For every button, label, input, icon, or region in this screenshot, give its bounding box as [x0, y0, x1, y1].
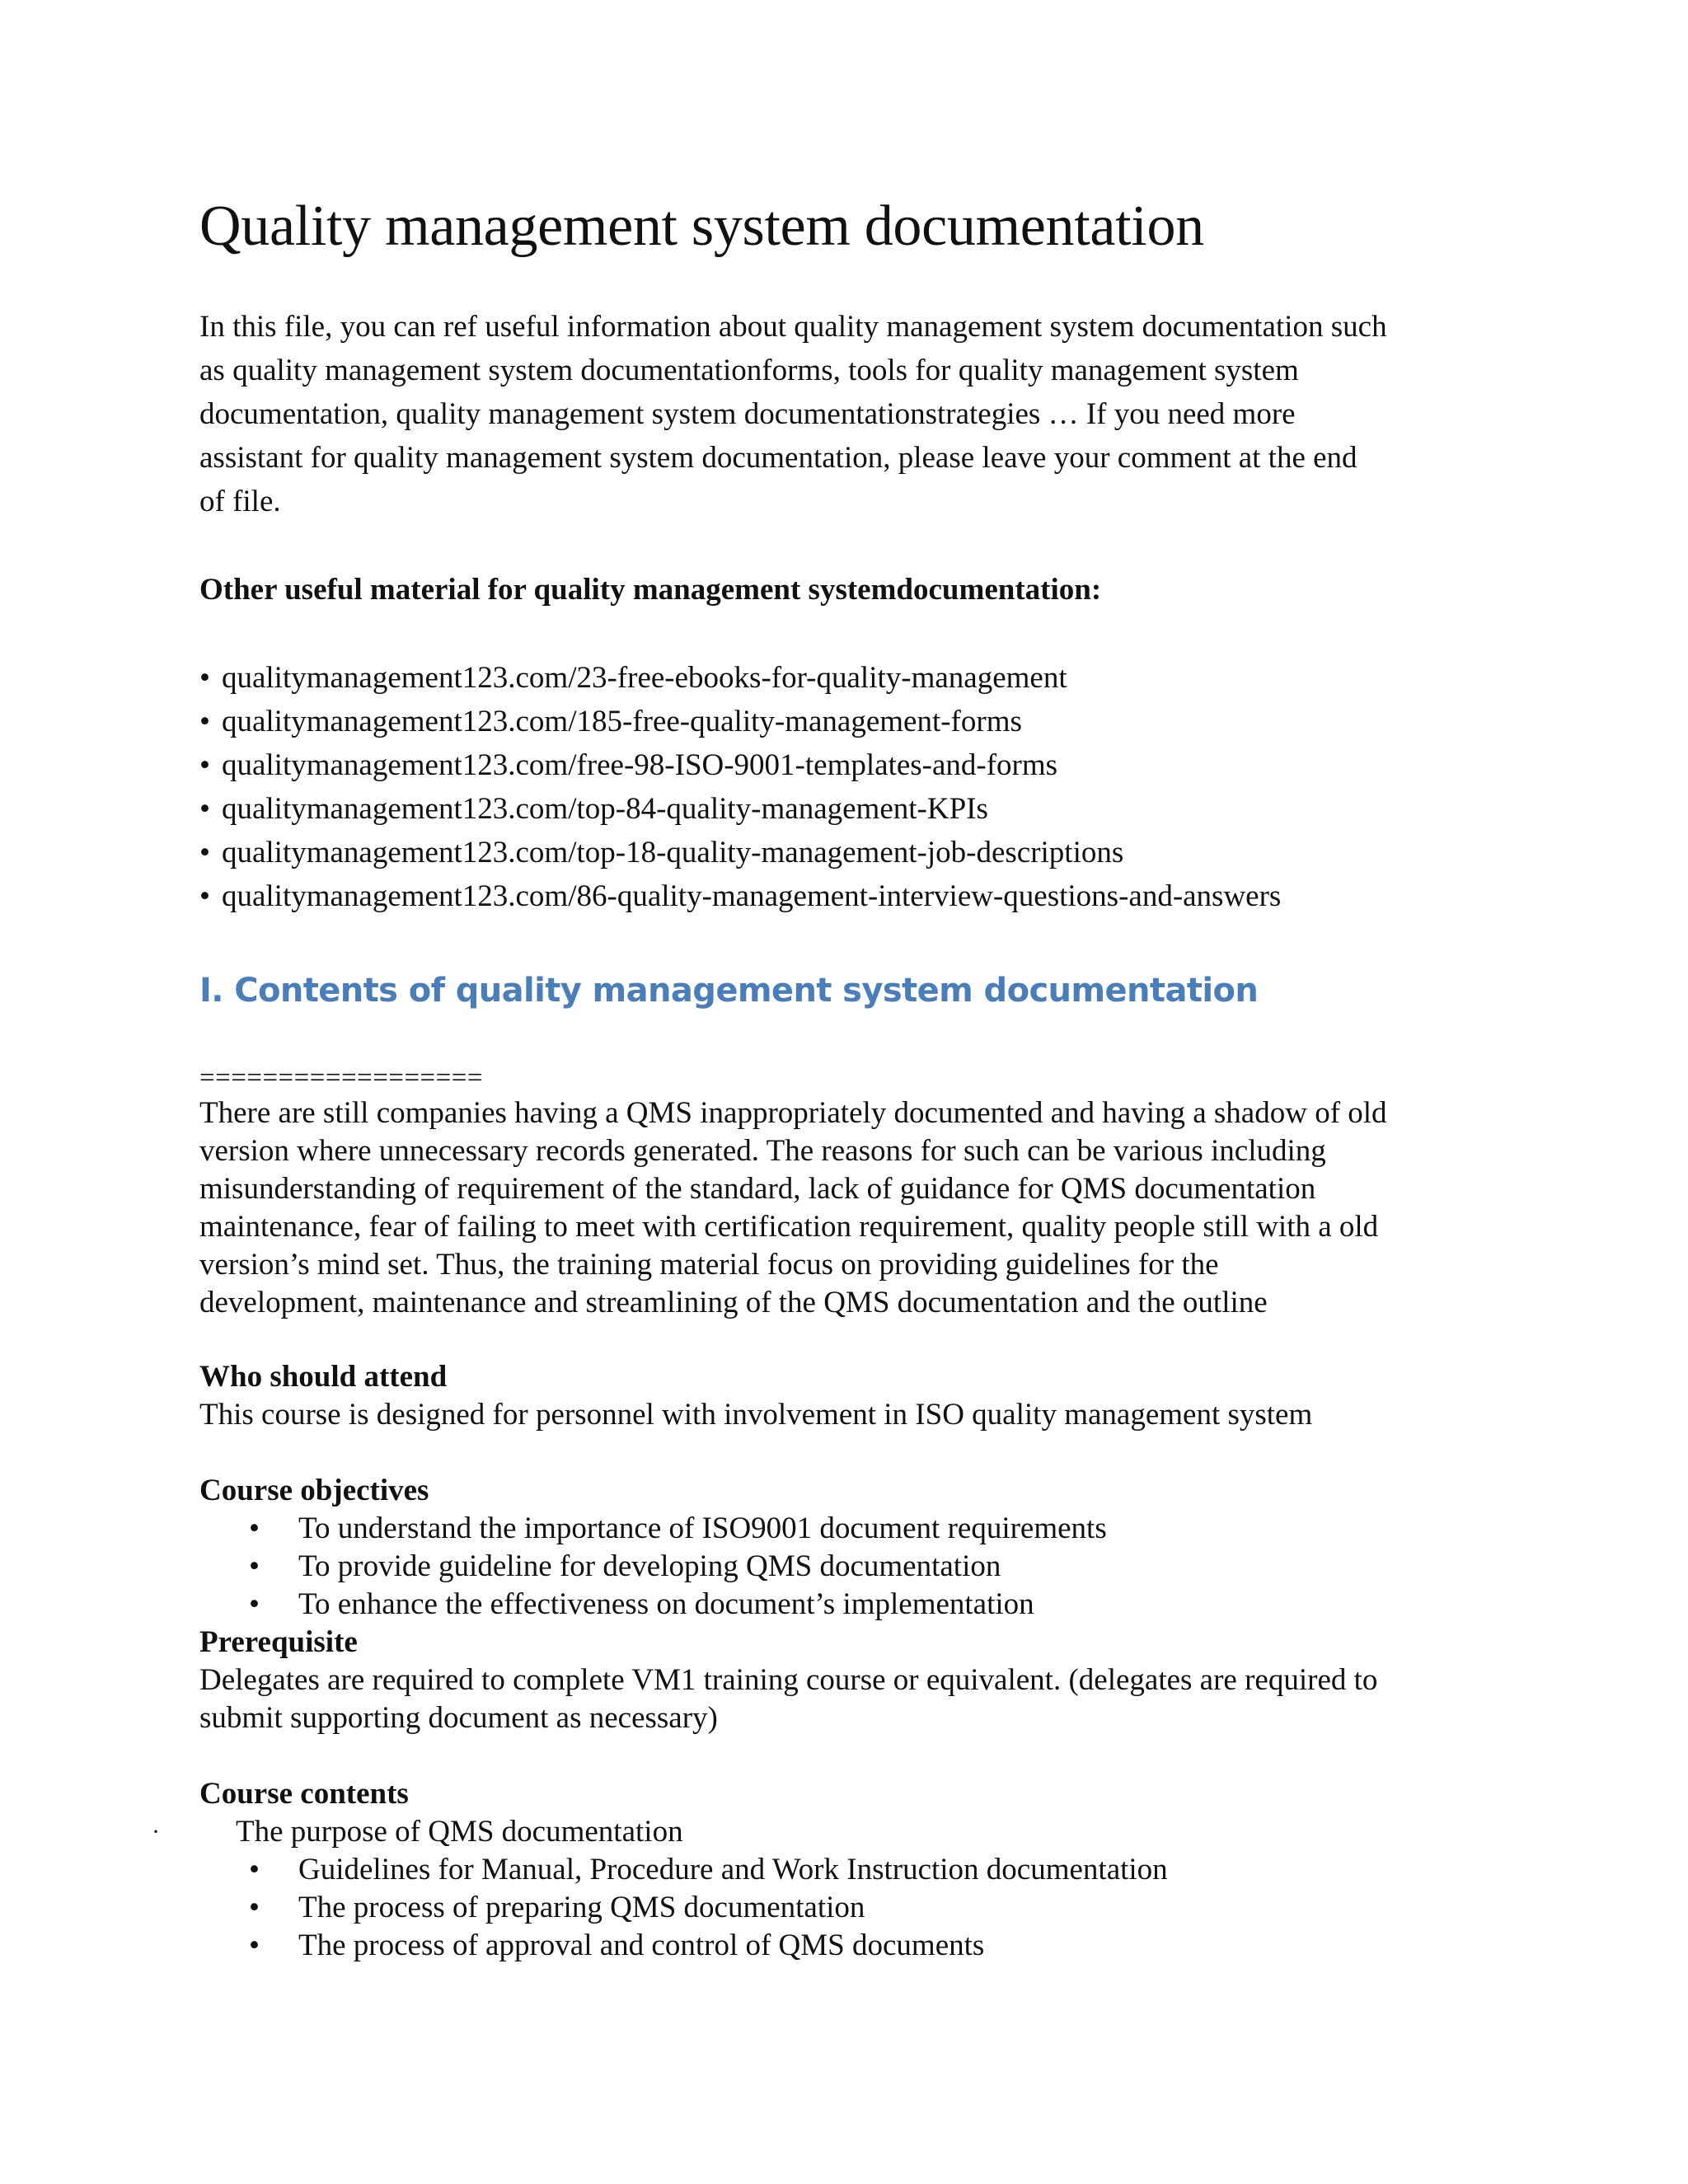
contents-item: • The process of preparing QMS documentation — [249, 1889, 1502, 1927]
section-line: development, maintenance and streamlining of the QMS documentation and the outline — [199, 1286, 1268, 1319]
useful-link[interactable]: • qualitymanagement123.com/top-84-quality-management-KPIs — [199, 787, 1502, 831]
document-content — [152, 191, 1502, 1965]
who-should-attend-text: This course is designed for personnel with involvement in ISO quality management system — [199, 1398, 1313, 1432]
useful-link[interactable]: • qualitymanagement123.com/185-free-quality-management-forms — [199, 700, 1502, 743]
contents-first-item — [152, 1813, 1502, 1851]
objective-item: • To enhance the effectiveness on document’s implementation — [249, 1586, 1502, 1624]
section-line: There are still companies having a QMS inappropriately documented and having a shadow of old — [199, 1096, 1387, 1130]
useful-link[interactable]: • qualitymanagement123.com/top-18-quality-management-job-descriptions — [199, 831, 1502, 874]
other-material-heading: Other useful material for quality management systemdocumentation: — [199, 573, 1102, 607]
intro-line: assistant for quality management system documentation, please leave your comment at the end — [199, 441, 1357, 475]
useful-link[interactable]: • qualitymanagement123.com/free-98-ISO-9001-templates-and-forms — [199, 743, 1502, 787]
intro-paragraph — [199, 305, 1502, 523]
contents-item: • The process of approval and control of QMS documents — [249, 1927, 1502, 1965]
objectives-list — [199, 1510, 1502, 1624]
prerequisite-heading: Prerequisite — [199, 1625, 358, 1659]
contents-list — [199, 1851, 1502, 1965]
contents-item: • Guidelines for Manual, Procedure and Work Instruction documentation — [249, 1851, 1502, 1889]
course-contents-heading: Course contents — [199, 1777, 409, 1811]
small-dot-marker: · — [152, 1818, 160, 1845]
section-line: maintenance, fear of failing to meet with certification requirement, quality people still with a old — [199, 1210, 1379, 1244]
section-line: version’s mind set. Thus, the training material focus on providing guidelines for the — [199, 1248, 1219, 1282]
section-line: misunderstanding of requirement of the standard, lack of guidance for QMS documentation — [199, 1172, 1316, 1206]
section-paragraph — [199, 1094, 1502, 1322]
section-heading: I. Contents of quality management system documentation — [199, 972, 1259, 1010]
useful-link[interactable]: • qualitymanagement123.com/86-quality-management-interview-questions-and-answers — [199, 874, 1502, 918]
intro-line: documentation, quality management system documentationstrategies … If you need more — [199, 397, 1296, 431]
prerequisite-text — [199, 1661, 1502, 1737]
useful-links-list — [199, 656, 1502, 918]
prerequisite-line: submit supporting document as necessary) — [199, 1701, 718, 1735]
separator-rule: ================== — [199, 1063, 483, 1093]
intro-line: In this file, you can ref useful information about quality management system documentation such — [199, 310, 1387, 344]
course-objectives-heading: Course objectives — [199, 1474, 429, 1507]
who-should-attend-heading: Who should attend — [199, 1360, 448, 1394]
contents-first-text: The purpose of QMS documentation — [236, 1815, 683, 1849]
page-title: Quality management system documentation — [199, 194, 1204, 258]
useful-link[interactable]: • qualitymanagement123.com/23-free-ebooks-for-quality-management — [199, 656, 1502, 700]
objective-item: • To understand the importance of ISO9001 document requirements — [249, 1510, 1502, 1548]
prerequisite-line: Delegates are required to complete VM1 training course or equivalent. (delegates are required to — [199, 1663, 1378, 1697]
intro-line: as quality management system documentationforms, tools for quality management system — [199, 354, 1299, 387]
section-line: version where unnecessary records generated. The reasons for such can be various including — [199, 1134, 1326, 1168]
objective-item: • To provide guideline for developing QMS documentation — [249, 1548, 1502, 1586]
intro-line: of file. — [199, 485, 281, 518]
